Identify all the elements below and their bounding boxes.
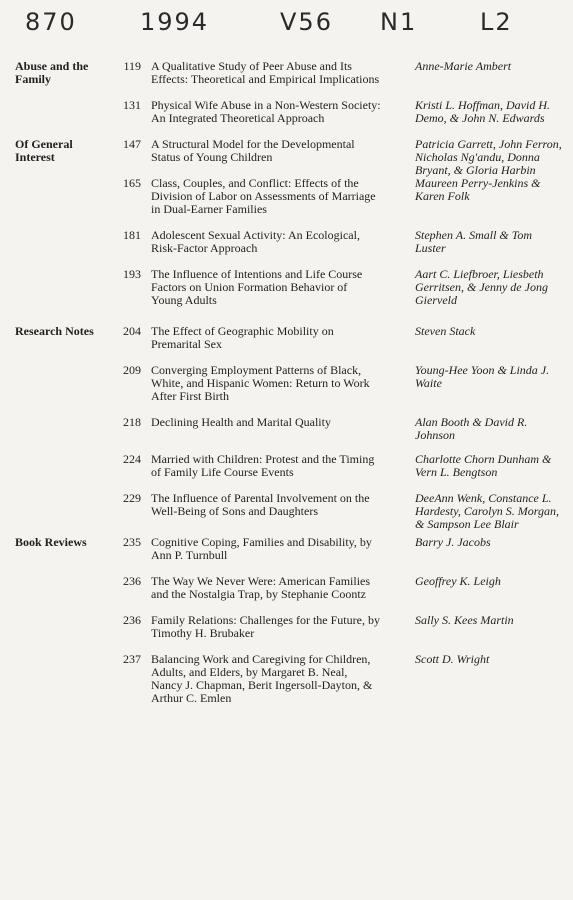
article-title: Adolescent Sexual Activity: An Ecological, Risk-Factor Approach: [151, 228, 360, 255]
page-number: 236: [123, 574, 141, 588]
handwritten-call-number: 870: [25, 8, 77, 36]
article-title: Class, Couples, and Conflict: Effects of the Division of Labor on Assessments of Marriage in Dual-Earner Families: [151, 176, 376, 216]
page-number: 237: [123, 652, 141, 666]
page-number: 218: [123, 415, 141, 429]
article-title: The Effect of Geographic Mobility on Premarital Sex: [151, 324, 334, 351]
toc-entry: [0, 137, 573, 177]
article-title: Converging Employment Patterns of Black, White, and Hispanic Women: Return to Work After First Birth: [151, 363, 370, 403]
article-authors: Sally S. Kees Martin: [415, 613, 514, 627]
toc-entry: [0, 325, 573, 351]
article-authors: DeeAnn Wenk, Constance L. Hardesty, Carolyn S. Morgan, & Sampson Lee Blair: [415, 491, 559, 531]
page-number: 119: [123, 59, 141, 73]
toc-entry: [0, 416, 573, 440]
article-authors: Patricia Garrett, John Ferron, Nicholas Ng'andu, Donna Bryant, & Gloria Harbin: [415, 137, 562, 177]
toc-entry: [0, 614, 573, 640]
page-number: 229: [123, 491, 141, 505]
handwritten-mark: L2: [480, 8, 513, 36]
article-title: The Way We Never Were: American Families and the Nostalgia Trap, by Stephanie Coontz: [151, 574, 371, 601]
article-title: A Qualitative Study of Peer Abuse and Its Effects: Theoretical and Empirical Implications: [151, 59, 380, 86]
toc-entry: [0, 229, 573, 255]
article-authors: Young-Hee Yoon & Linda J. Waite: [415, 363, 550, 390]
section-heading: Abuse and the Family: [15, 59, 89, 86]
toc-entry: [0, 364, 573, 403]
article-title: The Influence of Parental Involvement on the Well-Being of Sons and Daughters: [151, 491, 370, 518]
article-authors: Stephen A. Small & Tom Luster: [415, 228, 533, 255]
section-heading: Research Notes: [15, 324, 94, 338]
page-number: 181: [123, 228, 141, 242]
article-authors: Charlotte Chorn Dunham & Vern L. Bengtson: [415, 452, 552, 479]
page-number: 147: [123, 137, 141, 151]
toc-entry: [0, 536, 573, 562]
page-number: 193: [123, 267, 141, 281]
page-number: 235: [123, 535, 141, 549]
article-title: A Structural Model for the Developmental Status of Young Children: [151, 137, 355, 164]
section-heading: Of General Interest: [15, 137, 73, 164]
article-title: Married with Children: Protest and the Timing of Family Life Course Events: [151, 452, 375, 479]
page-number: 224: [123, 452, 141, 466]
article-title: The Influence of Intentions and Life Course Factors on Union Formation Behavior of Young Adults: [151, 267, 363, 307]
article-authors: Aart C. Liefbroer, Liesbeth Gerritsen, & Jenny de Jong Gierveld: [415, 267, 548, 307]
article-authors: Steven Stack: [415, 324, 476, 338]
toc-entry: [0, 653, 573, 705]
article-title: Physical Wife Abuse in a Non-Western Society: An Integrated Theoretical Approach: [151, 98, 381, 125]
article-title: Balancing Work and Caregiving for Children, Adults, and Elders, by Margaret B. Neal, Nancy J. Chapman, Berit Ingersoll-Dayton, & Arthur C. Emlen: [151, 652, 373, 705]
handwritten-year: 1994: [140, 8, 210, 36]
handwritten-annotation: [20, 8, 560, 46]
toc-entry: [0, 268, 573, 307]
page-number: 209: [123, 363, 141, 377]
toc-entry: [0, 99, 573, 125]
page-number: 131: [123, 98, 141, 112]
article-title: Family Relations: Challenges for the Future, by Timothy H. Brubaker: [151, 613, 380, 640]
toc-entry: [0, 491, 573, 531]
toc-entry: [0, 575, 573, 601]
page-number: 236: [123, 613, 141, 627]
article-authors: Kristi L. Hoffman, David H. Demo, & John N. Edwards: [415, 98, 551, 125]
article-authors: Maureen Perry-Jenkins & Karen Folk: [415, 176, 541, 203]
handwritten-volume: V56: [280, 8, 333, 36]
section-heading: Book Reviews: [15, 535, 87, 549]
article-authors: Barry J. Jacobs: [415, 535, 491, 549]
article-title: Cognitive Coping, Families and Disability, by Ann P. Turnbull: [151, 535, 372, 562]
toc-entry: [0, 60, 573, 86]
toc-entry: [0, 453, 573, 479]
table-of-contents: [0, 60, 573, 718]
page-number: 204: [123, 324, 141, 338]
page-number: 165: [123, 176, 141, 190]
article-title: Declining Health and Marital Quality: [151, 415, 331, 429]
article-authors: Geoffrey K. Leigh: [415, 574, 501, 588]
toc-entry: [0, 177, 573, 216]
article-authors: Alan Booth & David R. Johnson: [415, 415, 528, 442]
article-authors: Anne-Marie Ambert: [415, 59, 512, 73]
handwritten-number: N1: [380, 8, 418, 36]
article-authors: Scott D. Wright: [415, 652, 490, 666]
